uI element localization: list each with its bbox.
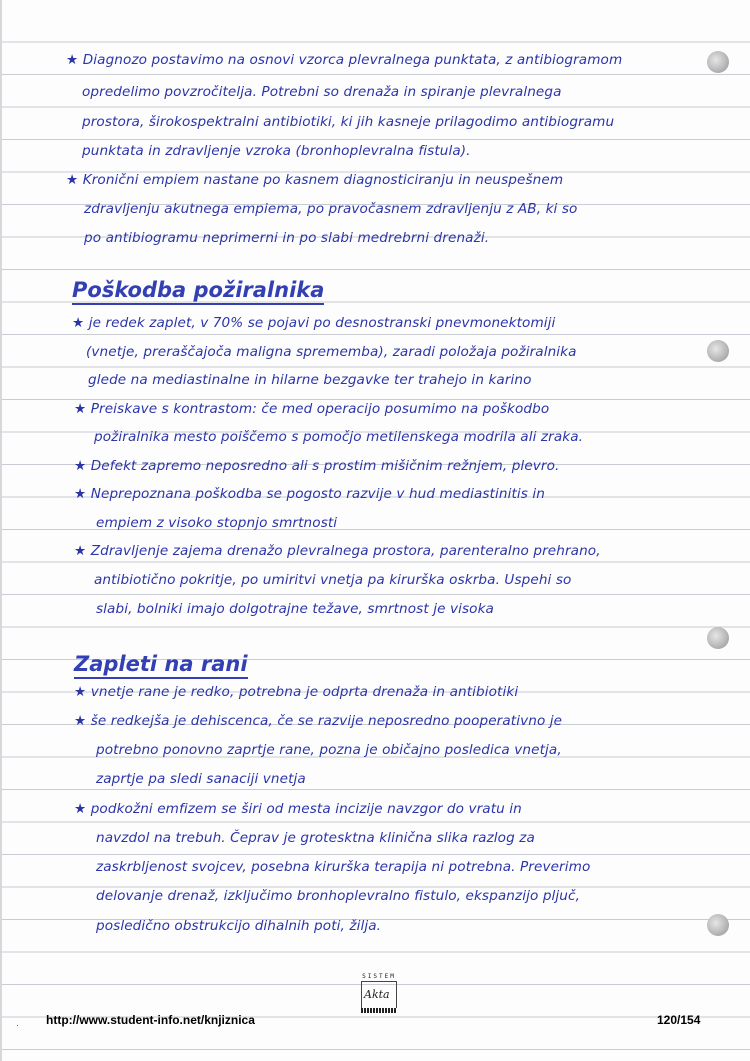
footer-url: http://www.student-info.net/knjiznica — [46, 1013, 255, 1027]
text-line: zaprtje pa sledi sanaciji vnetja — [96, 771, 306, 787]
text-line: ★ Neprepoznana poškodba se pogosto razvije v hud mediastinitis in — [74, 486, 545, 502]
text-line: ★ Preiskave s kontrastom: če med operacijo posumimo na poškodbo — [74, 401, 550, 417]
text-line: punktata in zdravljenje vzroka (bronhoplevralna fistula). — [82, 143, 471, 159]
text-line: ★ je redek zaplet, v 70% se pojavi po desnostranski pnevmonektomiji — [72, 315, 556, 331]
text-line: zdravljenju akutnega empiema, po pravočasnem zdravljenju z AB, ki so — [84, 201, 578, 217]
page-number: 120/154 — [657, 1013, 701, 1027]
text-line: navzdol na trebuh. Čeprav je grotesktna klinična slika razlog za — [96, 830, 535, 846]
text-line: glede na mediastinalne in hilarne bezgavke ter trahejo in karino — [88, 372, 532, 388]
text-line: delovanje drenaž, izključimo bronhoplevralno fistulo, ekspanzijo pljuč, — [96, 888, 581, 904]
text-line: posledično obstrukcijo dihalnih poti, žilja. — [96, 918, 382, 934]
text-line: prostora, širokospektralni antibiotiki, ki jih kasneje prilagodimo antibiogramu — [82, 114, 615, 130]
text-line: potrebno ponovno zaprtje rane, pozna je običajno posledica vnetja, — [96, 742, 562, 758]
text-line: ★ Zdravljenje zajema drenažo plevralnega prostora, parenteralno prehrano, — [74, 543, 601, 559]
text-line: opredelimo povzročitelja. Potrebni so drenaža in spiranje plevralnega — [82, 84, 562, 100]
text-line: (vnetje, preraščajoča maligna sprememba), zaradi položaja požiralnika — [86, 344, 577, 360]
binder-hole — [707, 627, 729, 649]
text-line: antibiotično pokritje, po umiritvi vnetja pa kirurška oskrba. Uspehi so — [94, 572, 572, 588]
text-line: ★ Kronični empiem nastane po kasnem diagnosticiranju in neuspešnem — [66, 172, 564, 188]
text-line: ★ Diagnozo postavimo na osnovi vzorca plevralnega punktata, z antibiogramom — [66, 52, 623, 68]
text-line: ★ vnetje rane je redko, potrebna je odprta drenaža in antibiotiki — [74, 684, 519, 700]
text-line: požiralnika mesto poiščemo s pomočjo metilenskega modrila ali zraka. — [94, 429, 584, 445]
text-line: slabi, bolniki imajo dolgotrajne težave, smrtnost je visoka — [96, 601, 494, 617]
text-line: ★ podkožni emfizem se širi od mesta incizije navzgor do vratu in — [74, 801, 522, 817]
section-heading: Zapleti na rani — [74, 652, 248, 679]
text-line: empiem z visoko stopnjo smrtnosti — [96, 515, 338, 531]
text-line: ★ še redkejša je dehiscenca, če se razvije neposredno pooperativno je — [74, 713, 563, 729]
text-line: ★ Defekt zapremo neposredno ali s prostim mišičnim režnjem, plevro. — [74, 458, 560, 474]
text-line: zaskrbljenost svojcev, posebna kirurška terapija ni potrebna. Preverimo — [96, 859, 591, 875]
text-line: po antibiogramu neprimerni in po slabi medrebrni drenaži. — [84, 230, 490, 246]
page-mark: . — [16, 1019, 19, 1029]
section-heading: Poškodba požiralnika — [72, 278, 324, 305]
notebook-brand-logo: SISTEM Akta — [359, 973, 399, 1019]
